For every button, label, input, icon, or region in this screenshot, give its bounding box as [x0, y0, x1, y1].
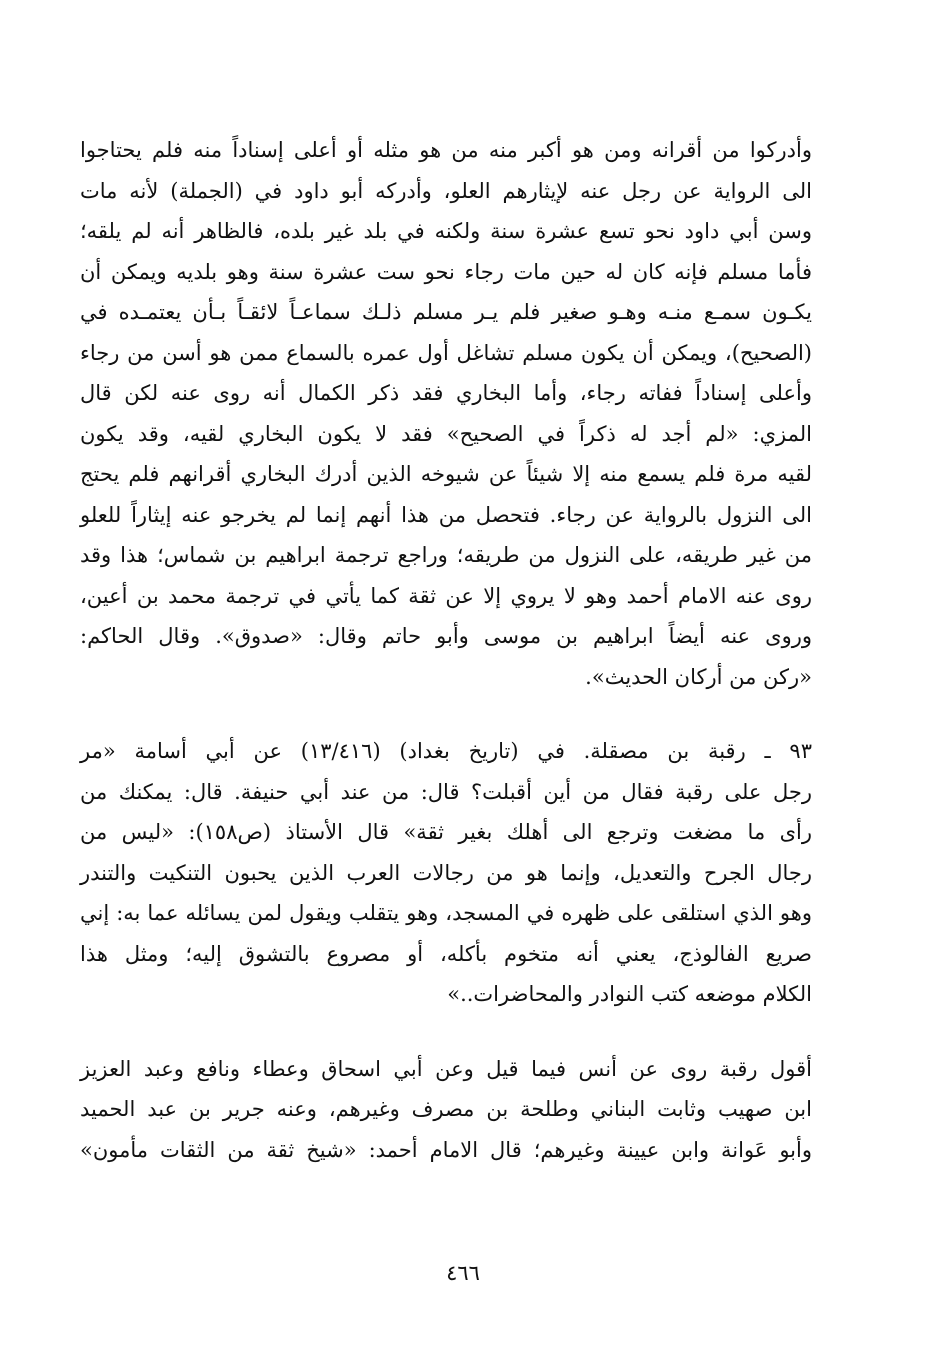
- text-line: وروى عنه أيضاً ابراهيم بن موسى وأبو حاتم وقال: «صدوق». وقال الحاكم:: [80, 624, 812, 648]
- text-line: الى الرواية عن رجل عنه لإيثارهم العلو، وأدركه أبو داود في (الجملة) لأنه مات: [80, 178, 812, 203]
- text-line: وسن أبي داود نحو تسع عشرة سنة ولكنه في بلد غير بلده، فالظاهر أنه لم يلقه؛: [80, 219, 812, 243]
- text-line: لقيه مرة فلم يسمع منه إلا شيئاً عن شيوخه الذين أدرك البخاري أقرانهم فلم يحتج: [80, 462, 812, 486]
- text-line: صريع الفالوذج، يعني أنه متخوم بأكله، أو مصروع بالتشوق إليه؛ ومثل هذا: [80, 941, 812, 966]
- paragraph-spacer: [80, 697, 812, 731]
- text-line: روى عنه الامام أحمد وهو لا يروي إلا عن ثقة كما يأتي في ترجمة محمد بن أعين،: [80, 583, 812, 608]
- paragraph-spacer: [80, 1015, 812, 1049]
- page-body: [80, 130, 812, 1170]
- text-line: رجل على رقبة فقال من أين أقبلت؟ قال: من عند أبي حنيفة. قال: يمكنك من: [80, 779, 812, 804]
- text-line: وهو الذي استلقى على ظهره في المسجد، وهو يتقلب ويقول لمن يسائله عما به: إني: [80, 901, 812, 925]
- paragraph-3: [80, 1049, 812, 1171]
- text-line: المزي: «لم أجد له ذكراً في الصحيح» فقد لا يكون البخاري لقيه، وقد يكون: [80, 421, 812, 446]
- text-line: وأبو عَوانة وابن عيينة وغيرهم؛ قال الامام أحمد: «شيخ ثقة من الثقات مأمون»: [80, 1137, 812, 1162]
- text-line: ابن صهيب وثابت البناني وطلحة بن مصرف وغيرهم، وعنه جرير بن عبد الحميد: [80, 1097, 812, 1121]
- text-line: (الصحيح)، ويمكن أن يكون مسلم تشاغل أول عمره بالسماع ممن هو أسن من رجاء: [80, 340, 812, 365]
- text-line: الى النزول بالرواية عن رجاء. فتحصل من هذا أنهم إنما لم يخرجو عنه إيثاراً للعلو: [80, 502, 812, 527]
- text-line: رجال الجرح والتعديل، وإنما هو من رجالات العرب الذين يحبون التنكيت والتندر: [80, 860, 812, 885]
- text-line: رأى ما مضغت وترجع الى أهلك بغير ثقة» قال الأستاذ (ص١٥٨): «ليس من: [80, 820, 812, 844]
- paragraph-2: [80, 731, 812, 1015]
- text-line: «ركن من أركان الحديث».: [585, 664, 812, 689]
- text-line: من غير طريقه، على النزول من طريقه؛ وراجع ترجمة ابراهيم بن شماس؛ هذا وقد: [80, 543, 813, 567]
- text-line: وأعلى إسناداً ففاته رجاء، وأما البخاري فقد ذكر الكمال أنه روى عنه لكن قال: [80, 381, 812, 405]
- text-line: ٩٣ ـ رقبة بن مصقلة. في (تاريخ بغداد) (١٣/٤١٦) عن أبي أسامة «مر: [80, 739, 812, 763]
- text-line: فأما مسلم فإنه كان له حين مات رجاء نحو ست عشرة سنة وهو بلديه ويمكن أن: [80, 259, 812, 284]
- paragraph-1: [80, 130, 812, 697]
- text-line: وأدركوا من أقرانه ومن هو أكبر منه من هو مثله أو أعلى إسناداً منه فلم يحتاجوا: [80, 138, 812, 162]
- text-line: يكـون سمـع منـه وهـو صغير فلم يـر مسلم ذلـك سماعـاً لائقـاً بـأن يعتمـده في: [80, 300, 812, 324]
- page-number: ٤٦٦: [446, 1261, 480, 1285]
- text-line: الكلام موضعه كتب النوادر والمحاضرات..»: [447, 982, 812, 1006]
- text-line: أقول رقبة روى عن أنس فيما قيل وعن أبي اسحاق وعطاء ونافع وعبد العزيز: [80, 1056, 812, 1081]
